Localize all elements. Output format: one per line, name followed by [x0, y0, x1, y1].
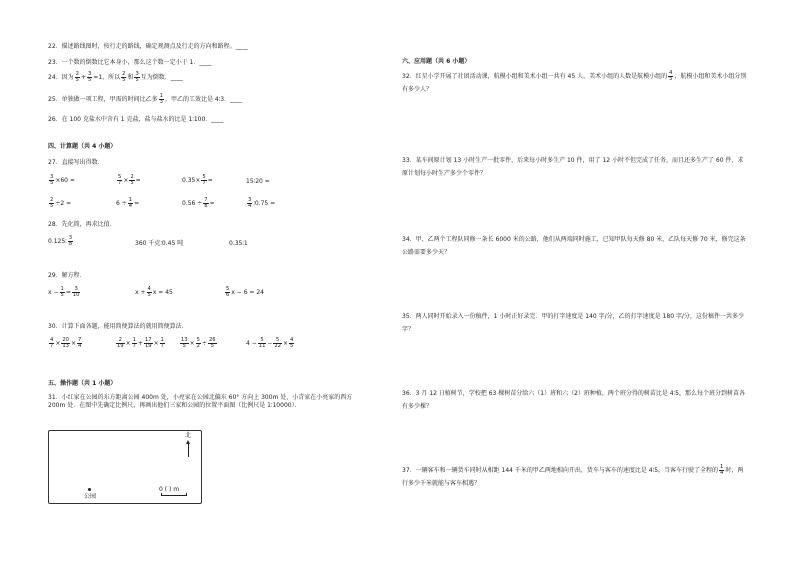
- equation-item: x + $\frac{4}{5}$ x = 45: [135, 286, 173, 299]
- question-30: 30．计算下面各题，能用简便算法的就用简便算法．: [48, 323, 188, 330]
- calc-item: $\frac{3}{4}$ ∶0.75 =: [248, 197, 276, 210]
- calc-expr: $\frac{13}{5}$ × $\frac{5}{2}$ ÷ $\frac{26}{5}$: [181, 337, 216, 350]
- park-label: 公园: [84, 493, 97, 500]
- north-arrow-line: [188, 443, 189, 457]
- question-31: 31．小红家在公园的东方距离公园 400m 处，小亮家在公园北偏东 60° 方向上 300m 处，小青家在小亮家的西方 200m 处．在图中先确定比例尺，再画出他们三家和公园的位置平面图（比例尺是 1∶10000）．: [48, 394, 353, 409]
- calc-expr: $\frac{4}{7}$ × $\frac{20}{13}$ × $\frac{7}{4}$: [50, 337, 82, 350]
- question-23: 23．一个数的倒数比它本身小，那么这个数一定小于 1．____: [48, 59, 212, 66]
- question-29: 29．解方程．: [48, 272, 86, 279]
- section-6-heading: 六、应用题（共 6 小题）: [402, 58, 471, 65]
- calc-item: 0.56 ÷ $\frac{7}{8}$ =: [182, 197, 215, 210]
- question-22: 22．描述路线图时，按行走的路线，确定观测点及行走的方向和路程。____: [48, 43, 248, 50]
- calc-item: $\frac{2}{5}$ ÷2 =: [50, 197, 72, 210]
- fraction: $\frac{3}{5}$: [135, 71, 139, 84]
- north-label: 北: [185, 432, 192, 439]
- question-33: 33．某车间原计划 13 小时生产一批零件，后来每小时多生产 10 件，用了 12 小时不但完成了任务，而且还多生产了 60 件，求原计划每小时生产多少个零件？: [402, 157, 744, 177]
- question-32: 32．红星小学开展了社团活动课，航模小组和美术小组一共有 45 人，美术小组的人数是航模小组的 $\frac{4}{5}$ ，航模小组和美术小组分别有多少人？: [402, 70, 747, 93]
- equation-item: x − $\frac{1}{5}$ = $\frac{3}{10}$: [48, 286, 80, 299]
- calc-item: 6 ÷ $\frac{1}{4}$ =: [116, 197, 140, 210]
- question-28: 28．先化简，再求比值．: [48, 221, 116, 228]
- question-24: 24．因为 $\frac{2}{5}$ + $\frac{3}{5}$ =1，所以 $\frac{2}{5}$ 和 $\frac{3}{5}$ 互为倒数．____: [48, 71, 183, 84]
- calc-item: $\frac{3}{5}$ ×60 =: [50, 174, 75, 187]
- question-25: 25．单独做一项工程，甲需的时间比乙多 $\frac{1}{3}$ ，甲乙的工效比是 4∶3．____: [48, 93, 243, 106]
- fraction: $\frac{2}{5}$: [122, 71, 126, 84]
- calc-expr: $\frac{2}{19}$ × $\frac{1}{7}$ + $\frac{17}{19}$ × $\frac{1}{7}$: [117, 337, 164, 350]
- park-dot: [88, 488, 91, 491]
- question-35: 35．两人同时开始录入一份稿件，1 小时正好录完．甲的打字速度是 140 字/分，乙的打字速度是 180 字/分，这份稿件一共多少字？: [402, 313, 744, 333]
- question-34: 34．甲、乙两个工程队同修一条长 6000 米的公路，他们从两端同时施工，已知甲队每天修 80 米，乙队每天修 70 米，修完这条公路需要多少天？: [402, 236, 746, 256]
- calc-expr: 4 − $\frac{5}{11}$ − $\frac{5}{22}$ × $\frac{4}{5}$: [246, 337, 294, 350]
- calc-item: 15∶20 =: [246, 178, 270, 185]
- fraction: $\frac{2}{5}$: [75, 71, 79, 84]
- ratio-item: 0.35∶1: [229, 240, 248, 247]
- section-5-heading: 五、操作题（共 1 小题）: [48, 380, 117, 387]
- question-26: 26．在 100 克盐水中含有 1 克盐，盐与盐水的比是 1∶100．____: [48, 116, 224, 123]
- calc-item: $\frac{5}{7}$ × $\frac{2}{5}$ =: [118, 174, 141, 187]
- scale-label: 0 ( ) m: [159, 486, 180, 493]
- fraction: $\frac{1}{3}$: [159, 93, 163, 106]
- question-27: 27．直接写出得数．: [48, 159, 104, 166]
- equation-item: $\frac{5}{6}$ x − 6 = 24: [226, 286, 264, 299]
- calc-item: 0.35× $\frac{5}{7}$ =: [182, 174, 213, 187]
- question-37: 37．一辆客车和一辆货车同时从相距 144 千米的甲乙两地相向开出，货车与客车的速度比是 4∶5，当客车行驶了全程的 $\frac{1}{4}$ 时，两行多少千米就能与客车相遇？: [402, 464, 744, 487]
- ratio-item: 0.125∶ $\frac{3}{8}$: [48, 235, 73, 248]
- ratio-item: 360 千克∶0.45 吨: [135, 240, 184, 247]
- section-4-heading: 四、计算题（共 4 小题）: [48, 143, 117, 150]
- fraction: $\frac{3}{5}$: [87, 71, 92, 84]
- question-36: 36．3 月 12 日植树节，学校把 63 棵树苗分给六（1）班和六（2）班种植，两个班分得的树苗比是 4∶5，那么每个班分到树苗各有多少棵？: [402, 390, 745, 410]
